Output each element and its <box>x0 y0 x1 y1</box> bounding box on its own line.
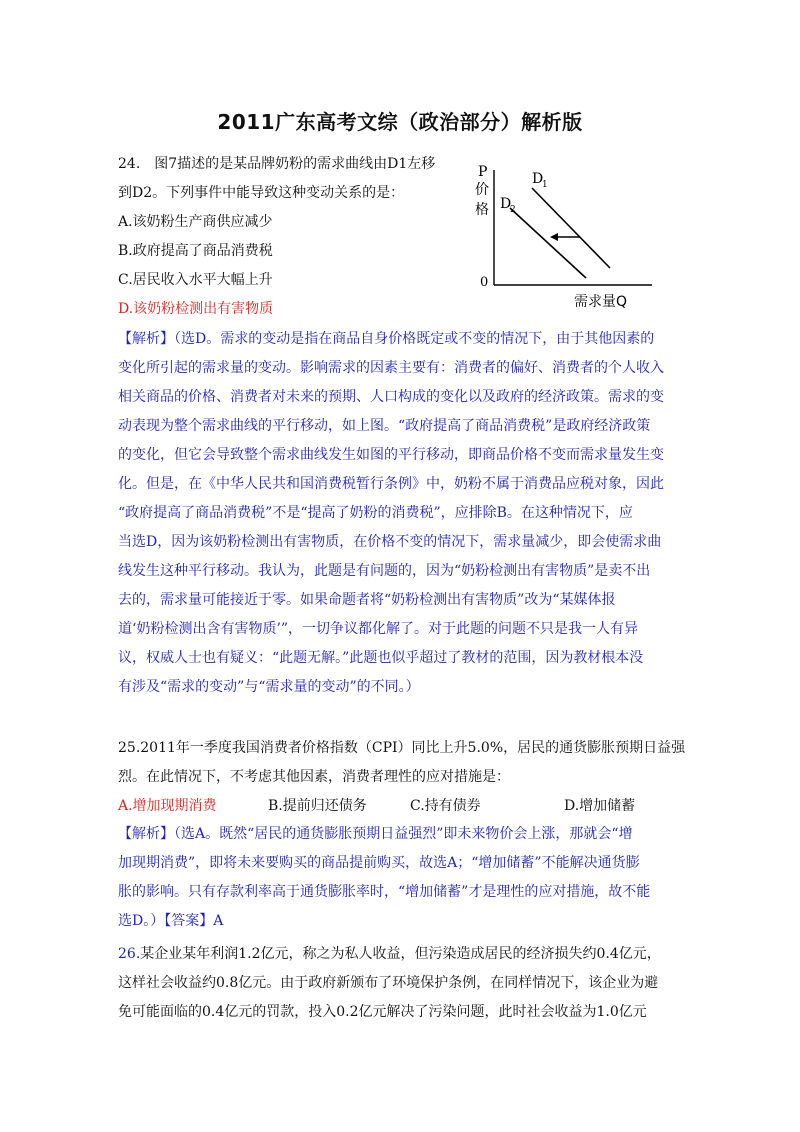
question-24-option-d: D.该奶粉检测出有害物质 <box>118 301 274 317</box>
analysis-24-line: 线发生这种平行移动。我认为，此题是有问题的，因为“奶粉检测出有害物质”是卖不出 <box>118 563 651 579</box>
analysis-24-line: 动表现为整个需求曲线的平行移动，如上图。“政府提高了商品消费税”是政府经济政策 <box>118 418 651 434</box>
analysis-25-line: 加现期消费”，即将未来要购买的商品提前购买，故选A；“增加储蓄”不能解决通货膨 <box>118 855 640 871</box>
question-25-line-1: 25.2011年一季度我国消费者价格指数（CPI）同比上升5.0%，居民的通货膨胀预期日益强 <box>118 740 686 756</box>
question-26-line-1 <box>118 940 688 969</box>
x-axis-label: 需求量Q <box>574 294 628 310</box>
origin-label: 0 <box>480 275 489 290</box>
question-25-option-c: C.持有债券 <box>410 798 481 814</box>
question-25-analysis <box>118 820 688 936</box>
d1-subscript: 1 <box>542 180 548 190</box>
question-26-number: 26. <box>118 946 141 962</box>
d1-label: D <box>532 171 544 187</box>
analysis-24-line: 变化所引起的需求量的变动。影响需求的因素主要有：消费者的偏好、消费者的个人收入 <box>118 360 664 376</box>
question-26-line-3: 免可能面临的0.4亿元的罚款，投入0.2亿元解决了污染问题，此时社会收益为1.0亿元 <box>118 1004 647 1020</box>
question-26-line-1-text: 某企业某年利润1.2亿元，称之为私人收益，但污染造成居民的经济损失约0.4亿元， <box>140 946 661 962</box>
analysis-24-line: 化。但是，在《中华人民共和国消费税暂行条例》中，奶粉不属于消费品应税对象，因此 <box>118 476 664 492</box>
question-25-option-d: D.增加储蓄 <box>564 798 636 814</box>
analysis-24-line: 议，权威人士也有疑义：“此题无解。”此题也似乎超过了教材的范围，因为教材根本没 <box>118 650 644 666</box>
question-25-option-a: A.增加现期消费 <box>118 798 217 814</box>
analysis-24-line: 当选D，因为该奶粉检测出有害物质，在价格不变的情况下，需求量减少，即会使需求曲 <box>118 534 662 550</box>
question-24-option-b: B.政府提高了商品消费税 <box>118 243 273 259</box>
question-24-line-1: 24. 图7描述的是某品牌奶粉的需求曲线由D1左移 <box>118 156 436 172</box>
analysis-24-line: 的变化，但它会导致整个需求曲线发生如图的平行移动，即商品价格不变而需求量发生变 <box>118 447 664 463</box>
question-25-option-b: B.提前归还债务 <box>268 798 367 814</box>
analysis-24-line: 【解析】（选D。需求的变动是指在商品自身价格既定或不变的情况下，由于其他因素的 <box>118 331 655 347</box>
demand-curve-figure <box>470 160 660 310</box>
analysis-25-answer-line: 选D。）【答案】A <box>118 913 224 929</box>
demand-curve-svg <box>470 160 660 310</box>
analysis-24-line: 道‘奶粉检测出含有害物质’”，一切争议都化解了。对于此题的问题不只是我一人有异 <box>118 621 639 637</box>
y-axis-p-label: P <box>478 164 488 180</box>
question-24-line-2: 到D2。下列事件中能导致这种变动关系的是： <box>118 185 405 201</box>
y-axis-price-label-2: 格 <box>475 202 489 218</box>
page-title: 2011广东高考文综（政治部分）解析版 <box>217 110 583 134</box>
question-24-option-a: A.该奶粉生产商供应减少 <box>118 214 273 230</box>
question-24-analysis <box>118 325 688 702</box>
shift-arrow-icon <box>550 233 558 241</box>
question-26 <box>118 940 688 1027</box>
y-axis-price-label-1: 价 <box>475 182 489 198</box>
analysis-24-line: “政府提高了商品消费税”不是“提高了奶粉的消费税”，应排除B。在这种情况下，应 <box>118 505 633 521</box>
d2-subscript: 2 <box>510 205 516 215</box>
question-26-line-2: 这样社会收益约0.8亿元。由于政府新颁布了环境保护条例，在同样情况下，该企业为避 <box>118 975 659 991</box>
d2-label: D <box>500 196 512 212</box>
analysis-24-line: 有涉及“需求的变动”与“需求量的变动”的不同。） <box>118 679 420 695</box>
question-25-options <box>118 792 688 821</box>
analysis-24-line: 相关商品的价格、消费者对未来的预期、人口构成的变化以及政府的经济政策。需求的变 <box>118 389 664 405</box>
question-24-option-c: C.居民收入水平大幅上升 <box>118 272 273 288</box>
question-24 <box>118 150 478 324</box>
question-25 <box>118 734 688 821</box>
demand-curve-d2 <box>510 208 586 278</box>
question-25-line-2: 烈。在此情况下，不考虑其他因素，消费者理性的应对措施是： <box>118 769 510 785</box>
analysis-25-line: 胀的影响。只有存款利率高于通货膨胀率时，“增加储蓄”才是理性的应对措施，故不能 <box>118 884 651 900</box>
analysis-25-line: 【解析】（选A。既然“居民的通货膨胀预期日益强烈”即未来物价会上涨，那就会“增 <box>118 826 633 842</box>
demand-curve-d1 <box>532 188 610 268</box>
analysis-24-line: 去的，需求量可能接近于零。如果命题者将“奶粉检测出有害物质”改为“某媒体报 <box>118 592 616 608</box>
